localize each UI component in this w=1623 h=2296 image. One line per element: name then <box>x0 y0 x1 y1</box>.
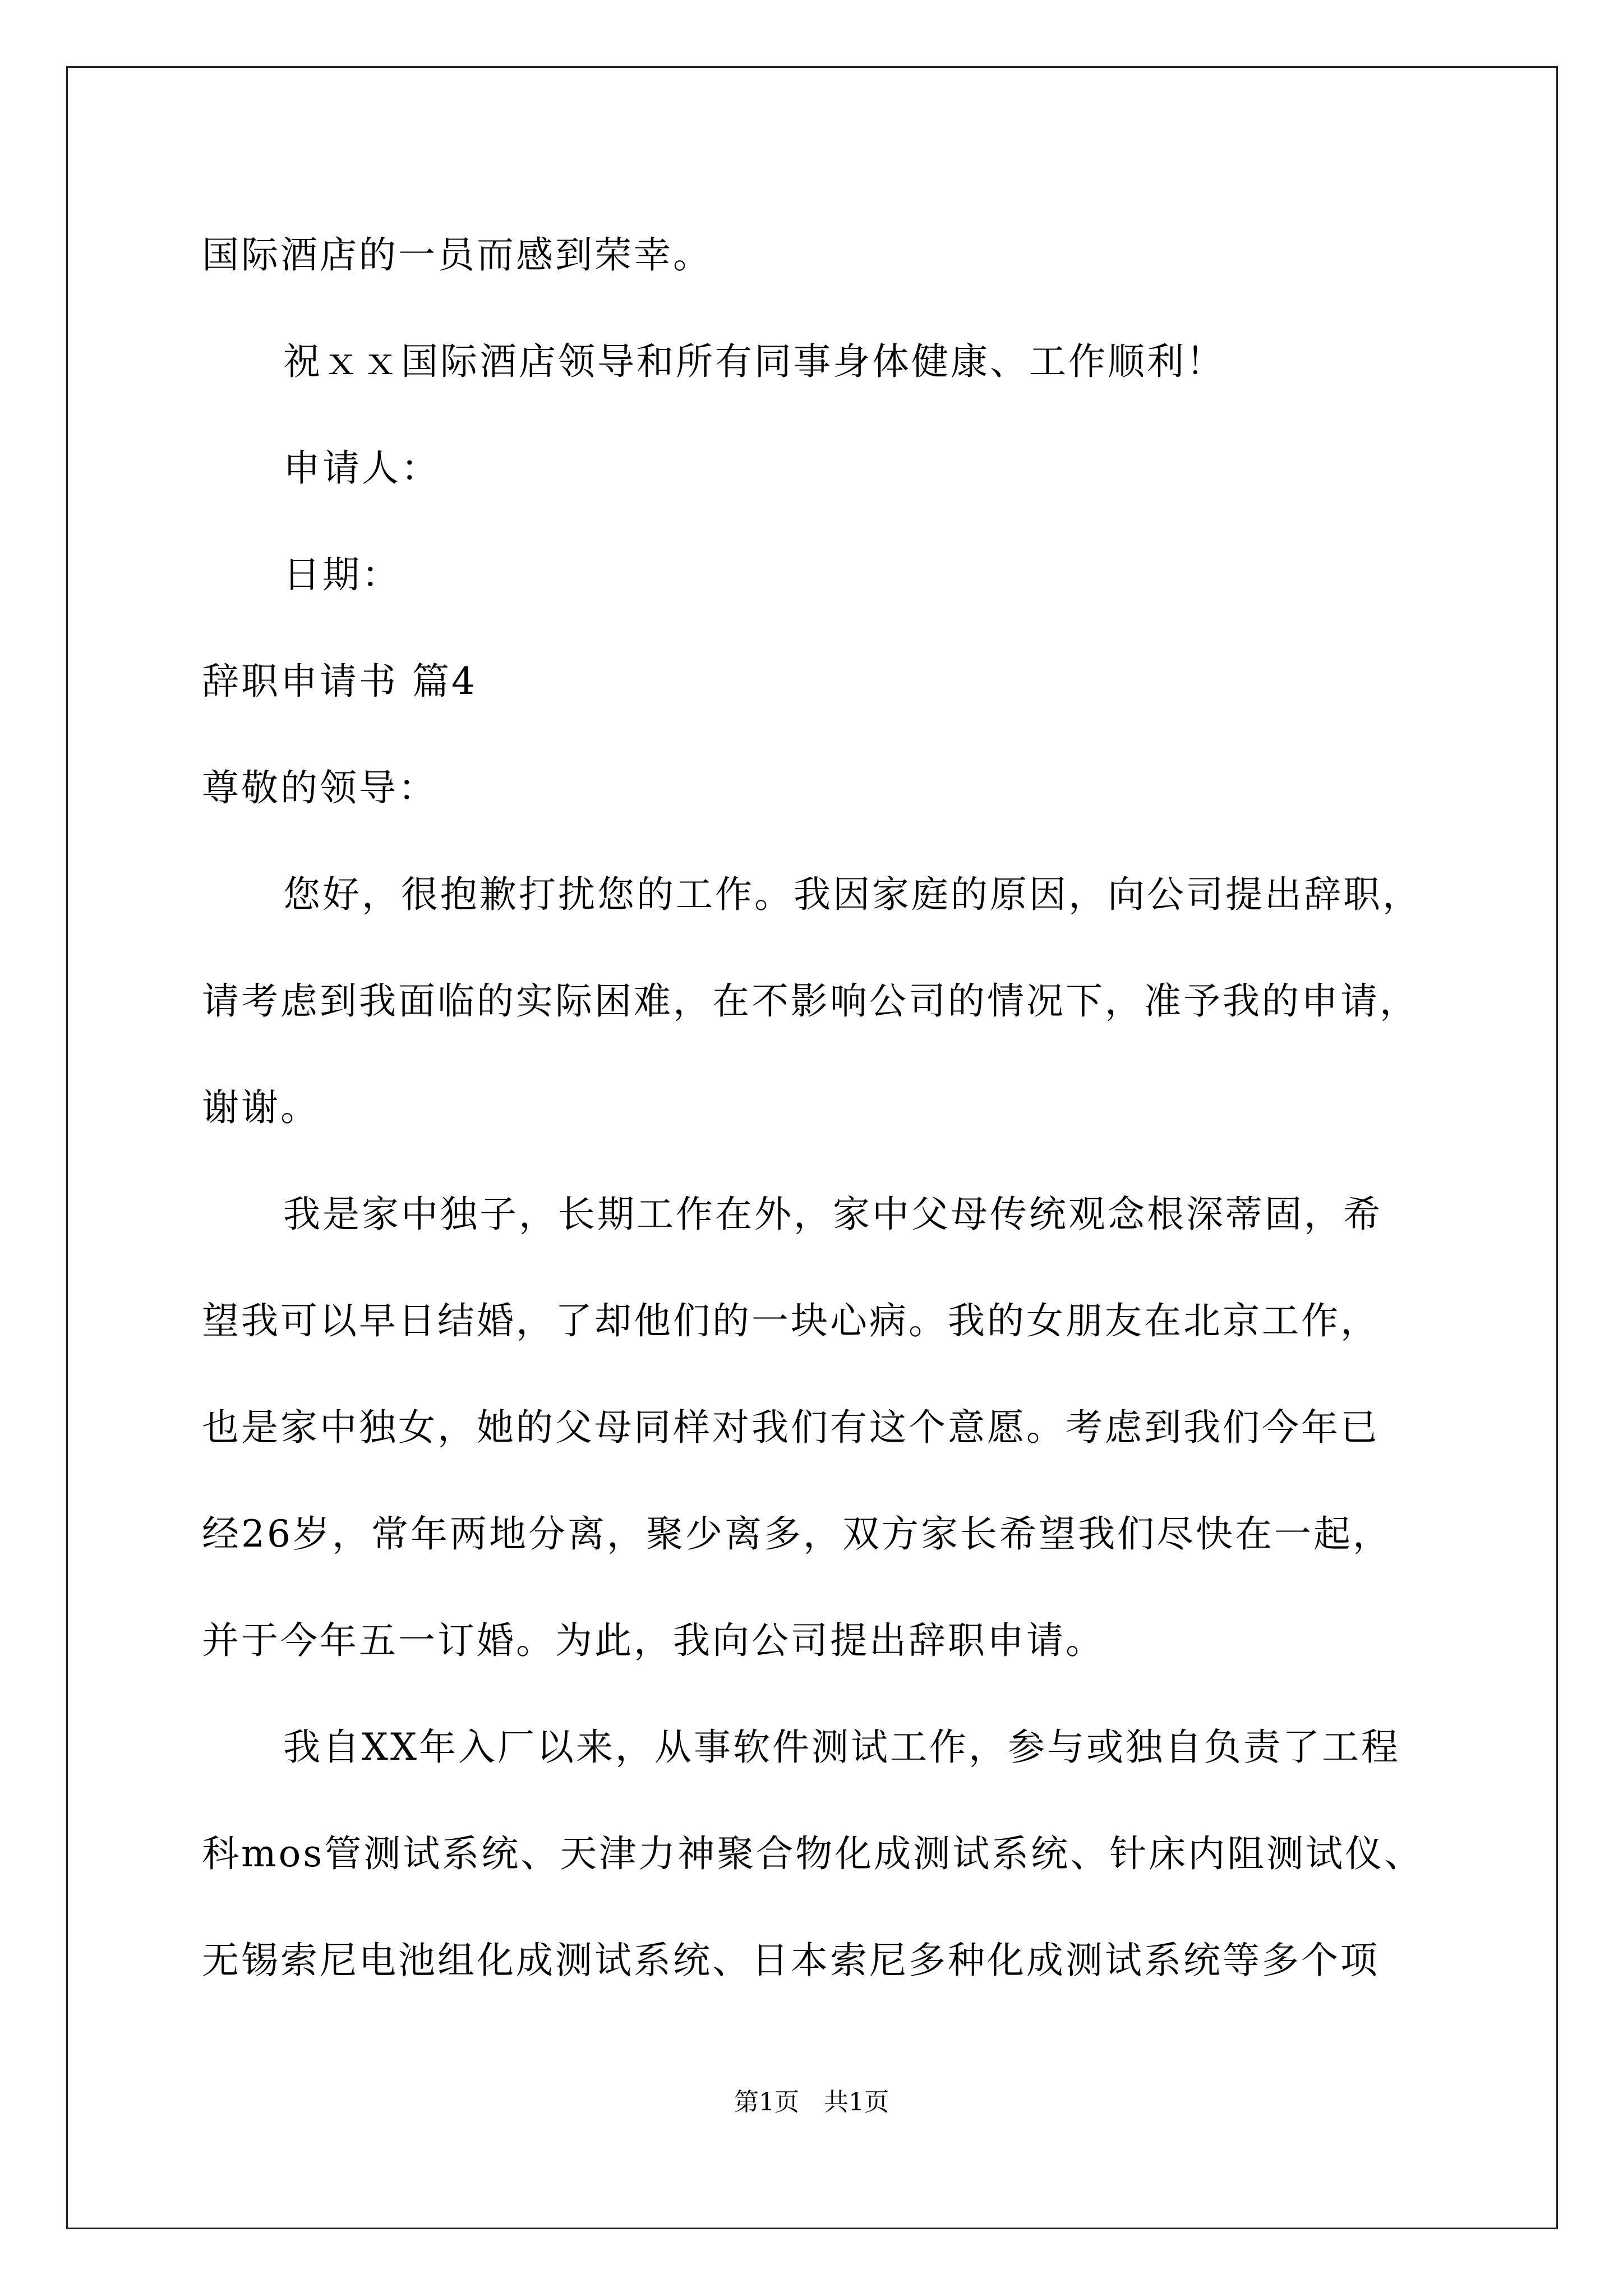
text-line: 并于今年五一订婚。为此，我向公司提出辞职申请。 <box>202 1619 1105 1662</box>
text-line: 日期： <box>283 553 401 596</box>
text-line: 谢谢。 <box>202 1086 320 1129</box>
text-line: 国际酒店的一员而感到荣幸。 <box>202 233 712 277</box>
text-line: 我自XX年入厂以来，从事软件测试工作，参与或独自负责了工程 <box>283 1726 1400 1769</box>
text-line: 也是家中独女，她的父母同样对我们有这个意愿。考虑到我们今年已 <box>202 1406 1380 1449</box>
page-footer: 第1页 共1页 <box>734 2088 889 2116</box>
salutation: 尊敬的领导： <box>202 766 437 809</box>
text-line: 我是家中独子，长期工作在外，家中父母传统观念根深蒂固，希 <box>283 1193 1382 1236</box>
text-line: 祝ｘｘ国际酒店领导和所有同事身体健康、工作顺利！ <box>283 340 1225 383</box>
page-border <box>66 66 1558 2229</box>
text-line: 望我可以早日结婚，了却他们的一块心病。我的女朋友在北京工作， <box>202 1299 1380 1342</box>
text-line: 经26岁，常年两地分离，聚少离多，双方家长希望我们尽快在一起， <box>202 1512 1392 1556</box>
text-line: 无锡索尼电池组化成测试系统、日本索尼多种化成测试系统等多个项 <box>202 1939 1380 1982</box>
section-heading: 辞职申请书 篇4 <box>202 660 477 703</box>
text-line: 科mos管测试系统、天津力神聚合物化成测试系统、针床内阻测试仪、 <box>202 1832 1424 1875</box>
text-line: 您好，很抱歉打扰您的工作。我因家庭的原因，向公司提出辞职， <box>283 873 1422 916</box>
text-line: 请考虑到我面临的实际困难，在不影响公司的情况下，准予我的申请， <box>202 979 1419 1023</box>
text-line: 申请人： <box>283 447 440 490</box>
